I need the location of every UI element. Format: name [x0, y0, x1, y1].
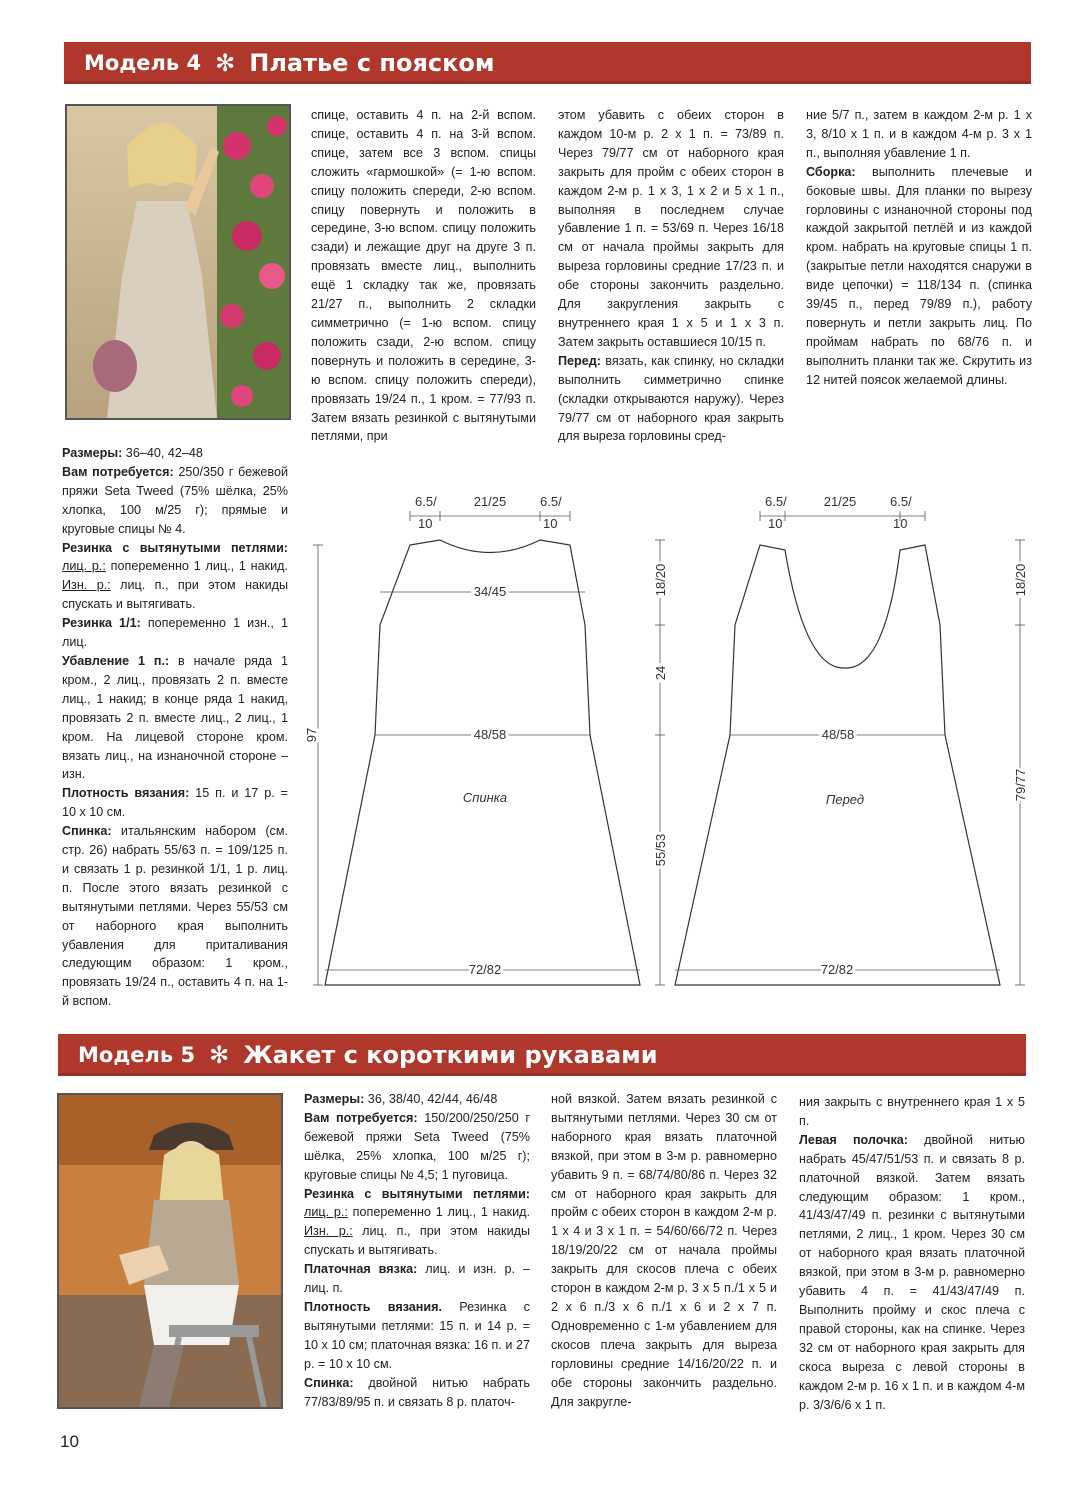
- assembly-label: Сборка:: [806, 164, 856, 179]
- back-chest: 34/45: [473, 584, 507, 599]
- back-waist: 48/58: [473, 727, 507, 742]
- back-mid-height: 24: [653, 665, 668, 681]
- back-low-height: 55/53: [653, 833, 668, 867]
- density-text: Резинка с вытянутыми петлями: 15 п. и 14 р. = 10 х 10 см; платочная вязка: 16 п. и 27 р. = 10 х 10 см.: [304, 1299, 530, 1371]
- rib-label: Резинка с вытянутыми петлями:: [62, 540, 288, 555]
- front-hem: 72/82: [820, 962, 854, 977]
- materials-value: 250/350 г бежевой пряжи Seta Tweed (75% шёлка, 25% хлопка, 100 м/25 г); прямые и круговые спицы № 4.: [62, 464, 288, 536]
- left-front-label: Левая полочка:: [799, 1132, 908, 1147]
- front-text: вязать, как спинку, но складки выполнить симметрично спинке (складки открываются наружу). Через 79/77 см от наборного края закрыть для выреза горловины сред-: [558, 353, 784, 444]
- model4-col2-text: спице, оставить 4 п. на 2-й вспом. спице, оставить 4 п. на 3-й вспом. спице, затем все 3 вспом. спицы сложить «гармошкой» (= 1-ю вспом. спицу положить спереди, 2-ю вспом. спицу повернуть и положить в середине, 3-ю вспом. спицу положить сзади) и лежащие друг на друге 3 п. провязать вместе лиц., выполнить ещё 1 складку так же, провязать 21/27 п., выполнить 2 складки симметрично (= 1-ю вспом. спицу положить сзади, 2-ю вспом. спицу повернуть и положить в середине, 3-ю вспом. спицу положить спереди), провязать 19/24 п., 1 кром. = 77/93 п. Затем вязать резинкой с вытянутыми петлями, при: [311, 108, 536, 444]
- model5-number: Модель 5: [78, 1043, 196, 1067]
- rib-knit-text: попеременно 1 лиц., 1 накид.: [347, 1205, 530, 1220]
- model5-title: Жакет с короткими рукавами: [243, 1041, 658, 1069]
- front-piece-name: Перед: [825, 792, 865, 807]
- sizes-label: Размеры:: [62, 446, 123, 460]
- garter-label: Платочная вязка:: [304, 1262, 418, 1277]
- asterisk-icon: ✻: [215, 49, 236, 77]
- front-shoulder-l-1: 6.5/: [765, 494, 787, 509]
- sizes-label: Размеры:: [304, 1092, 365, 1106]
- asterisk-icon: ✻: [209, 1041, 230, 1069]
- model4-col3-text: этом убавить с обеих сторон в каждом 10-м р. 2 х 1 п. = 73/89 п. Через 79/77 см от наборного края закрыть для пройм с обеих сторон в каждом 2-м р. 1 х 3, 1 х 2 и 5 х 1 п., выполняя в последнем случае убавление 1 п. = 53/69 п. Через 16/18 см от начала проймы закрыть для выреза горловины средние 17/23 п. и обе стороны закончить раздельно. Для закругления закрыть с внутреннего края 1 х 5 и 1 х 3 п. Затем закрыть оставшиеся 10/15 п.: [558, 108, 784, 349]
- rib-purl-label: Изн. р.:: [62, 578, 111, 593]
- front-piece-outline: [675, 545, 1000, 985]
- model4-title: Платье с пояском: [249, 49, 495, 77]
- dress-model-photo-illustration: [67, 106, 289, 418]
- model4-photo: [65, 104, 291, 420]
- rib-purl-label: Изн. р.:: [304, 1224, 353, 1239]
- assembly-text: выполнить плечевые и боковые швы. Для планки по вырезу горловины с изнаночной стороны под каждой закрытой петлёй и из каждой кром. набрать на круговые спицы 1 п. (закрытые петли находятся снаружи в виде цепочки) = 118/134 п. (спинка 39/45 п., перед 79/89 п.), работу повернуть и петли закрыть лиц. По проймам набрать по 68/76 п. и выполнить планки так же. Скрутить из 12 нитей поясок желаемой длины.: [806, 164, 1032, 387]
- density-text: 15 п. и 17 р. = 10 х 10 см.: [62, 786, 288, 820]
- model4-col4: [806, 106, 1032, 390]
- model4-col2: [311, 106, 536, 446]
- rib-knit-label: лиц. р.:: [304, 1205, 348, 1220]
- rib-knit-label: лиц. р.:: [62, 559, 106, 574]
- rib11-label: Резинка 1/1:: [62, 616, 141, 631]
- model5-photo: [57, 1093, 283, 1409]
- back-label: Спинка:: [304, 1375, 354, 1390]
- model4-banner: [64, 42, 1031, 84]
- model4-number: Модель 4: [84, 51, 202, 75]
- model5-col2-text: ной вязкой. Затем вязать резинкой с вытянутыми петлями. Через 30 см от наборного края вязать платочной вязкой, при этом в 3-м р. равномерно убавить 9 п. = 68/74/80/86 п. Через 32 см от наборного края закрыть для пройм с обеих сторон в каждом 2-м р. 1 х 4 и 3 х 1 п. = 54/60/66/72 п. Через 18/19/20/22 см от начала проймы закрыть для скосов плеча с обеих сторон в каждом 2-м р. 3 х 5 п./1 х 5 и 2 х 6 п./3 х 6 п./1 х 6 и 2 х 7 п. Одновременно с 1-м убавлением для скосов плеча закрыть для выреза горловины средние 14/16/20/22 п. и обе стороны закончить раздельно. Для закругле-: [551, 1092, 777, 1409]
- front-armhole-height: 18/20: [1013, 563, 1028, 597]
- pattern-schematic: [300, 480, 1040, 1010]
- rib11-text: попеременно 1 изн., 1 лиц.: [62, 616, 288, 650]
- sizes-value: 36, 38/40, 42/44, 46/48: [364, 1092, 498, 1106]
- back-piece-name: Спинка: [462, 790, 508, 805]
- model5-banner: [58, 1034, 1026, 1076]
- materials-label: Вам потребуется:: [62, 464, 174, 479]
- back-shoulder-r-2: 10: [543, 516, 558, 531]
- model4-col1: [62, 444, 288, 1011]
- rib-knit-text: попеременно 1 лиц., 1 накид.: [105, 559, 288, 574]
- back-text: двойной нитью набрать 77/83/89/95 п. и связать 8 р. платоч-: [304, 1375, 530, 1409]
- model5-col1: [304, 1090, 530, 1411]
- back-shoulder-l-1: 6.5/: [415, 494, 437, 509]
- jacket-model-photo-illustration: [59, 1095, 281, 1407]
- front-total-height: 79/77: [1013, 768, 1028, 802]
- materials-label: Вам потребуется:: [304, 1110, 418, 1125]
- back-total-height: 97: [304, 727, 319, 743]
- decrease-text: в начале ряда 1 кром., 2 лиц., провязать 2 п. вместе лиц., 1 накид; в конце ряда 1 накид, провязать 2 п. вместе лиц., 2 лиц., 1 кром. На лицевой стороне кром. вязать лиц., на изнаночной стороне – изн.: [62, 653, 288, 782]
- front-waist: 48/58: [821, 727, 855, 742]
- sizes-value: 36–40, 42–48: [122, 446, 203, 460]
- back-shoulder-l-2: 10: [418, 516, 433, 531]
- back-armhole-height: 18/20: [653, 563, 668, 597]
- density-label: Плотность вязания.: [304, 1299, 442, 1314]
- back-label: Спинка:: [62, 824, 112, 839]
- materials-value: 150/200/250/250 г бежевой пряжи Seta Tweed (75% шёлка, 25% хлопка, 100 м/25 г); круговые спицы № 4,5; 1 пуговица.: [304, 1110, 530, 1182]
- back-neck: 21/25: [473, 494, 507, 509]
- back-text: итальянским набором (см. стр. 26) набрать 55/63 п. = 109/125 п. и связать 1 р. резинкой 1/1, 1 р. лиц. п. После этого вязать резинкой с вытянутыми петлями. Через 55/53 см от наборного края выполнить убавления для приталивания следующим образом: 1 кром., провязать 19/24 п., оставить 4 п. на 1-й вспом.: [62, 824, 288, 1009]
- rib-label: Резинка с вытянутыми петлями:: [304, 1186, 530, 1201]
- rib-purl-text: лиц. п., при этом накиды спускать и вытягивать.: [304, 1224, 531, 1258]
- model5-col3: [799, 1093, 1025, 1414]
- model4-col4-text: ние 5/7 п., затем в каждом 2-м р. 1 х 3, 8/10 х 1 п. и в каждом 4-м р. 3 х 1 п., выполняя убавление 1 п.: [806, 108, 1032, 160]
- rib-purl-text: лиц. п., при этом накиды спускать и вытягивать.: [62, 578, 289, 612]
- front-label: Перед:: [558, 353, 601, 368]
- front-shoulder-r-1: 6.5/: [890, 494, 912, 509]
- garter-text: лиц. и изн. р. – лиц. п.: [304, 1262, 530, 1296]
- front-shoulder-l-2: 10: [768, 516, 783, 531]
- back-shoulder-r-1: 6.5/: [540, 494, 562, 509]
- decrease-label: Убавление 1 п.:: [62, 653, 170, 668]
- model5-col2: [551, 1090, 777, 1411]
- density-label: Плотность вязания:: [62, 786, 190, 801]
- front-neck: 21/25: [823, 494, 857, 509]
- model5-col3-text: ния закрыть с внутреннего края 1 х 5 п.: [799, 1095, 1025, 1128]
- front-shoulder-r-2: 10: [893, 516, 908, 531]
- page-number: 10: [60, 1432, 79, 1451]
- back-hem: 72/82: [468, 962, 502, 977]
- back-piece-outline: [325, 540, 640, 985]
- model4-col3: [558, 106, 784, 446]
- left-front-text: двойной нитью набрать 45/47/51/53 п. и связать 8 р. платочной вязкой. Затем вязать следующим образом: 1 кром., 41/43/47/49 п. резинки с вытянутыми петлями, 2 лиц., 1 кром. Через 30 см от наборного края вязать платочной вязкой, при этом в 3-м р. равномерно убавить 4 п. = 41/43/47/49 п. Выполнить пройму и скос плеча с правой стороны, как на спинке. Через 32 см от наборного края закрыть для скоса выреза с левой стороны в каждом 2-м р. 16 х 1 п. и в каждом 4-м р. 3/3/6/6 х 1 п.: [799, 1132, 1025, 1412]
